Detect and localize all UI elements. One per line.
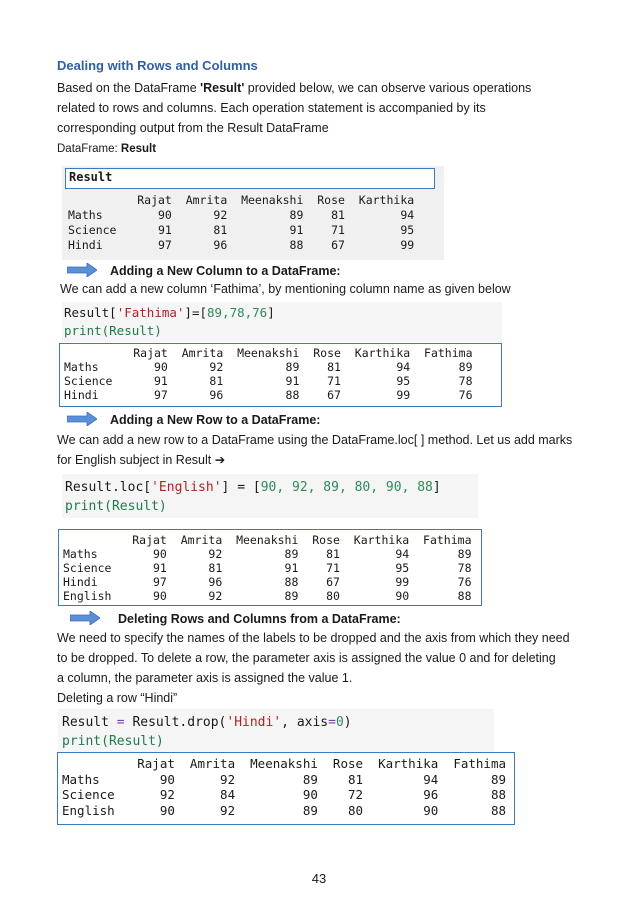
code-text: ] <box>267 305 275 320</box>
add-row-desc <box>57 430 580 470</box>
code-operator: = <box>116 715 125 730</box>
add-column-code <box>62 302 502 342</box>
code-numbers: 90, 92, 89, 80, 90, 88 <box>260 480 433 495</box>
code-text: ] <box>432 480 441 495</box>
delete-desc-line4: Deleting a row “Hindi” <box>57 691 178 705</box>
delete-title: Deleting Rows and Columns from a DataFrame: <box>118 612 401 626</box>
intro-result-name: 'Result' <box>200 81 245 95</box>
intro-line1-a: Based on the DataFrame <box>57 81 201 95</box>
add-row-output-text: Rajat Amrita Meenakshi Rose Karthika Fathima Maths 90 92 89 81 94 89 Science 91 81 91 71 95 78 Hindi 97 96 88 67 99 76 English 90 92 89 80 90 88 <box>63 533 472 603</box>
add-row-desc-line2: for English subject in Result ➔ <box>57 453 226 467</box>
code-text: Result.loc[ <box>65 480 152 495</box>
table1-data: Rajat Amrita Meenakshi Rose Karthika Maths 90 92 89 81 94 Science 91 81 91 71 95 Hindi 97 96 88 67 99 <box>68 193 415 252</box>
code-print: print(Result) <box>65 499 167 514</box>
code-text: Result <box>62 715 117 730</box>
add-row-title: Adding a New Row to a DataFrame: <box>110 413 321 427</box>
code-number: 0 <box>335 715 344 730</box>
code-text: ]=[ <box>184 305 207 320</box>
add-row-code <box>62 474 478 518</box>
arrow-icon <box>70 611 100 625</box>
delete-desc <box>57 628 580 708</box>
add-column-output <box>59 343 502 407</box>
intro-paragraph <box>57 78 580 138</box>
code-string: 'English' <box>151 480 222 495</box>
dataframe-label-prefix: DataFrame: <box>57 143 121 155</box>
table1-block <box>62 166 444 260</box>
intro-line1-c: provided below, we can observe various operations <box>244 81 532 95</box>
add-row-desc-line1: We can add a new row to a DataFrame using the DataFrame.loc[ ] method. Let us add marks <box>57 433 573 447</box>
delete-code <box>58 709 494 753</box>
table1-title: Result <box>69 170 113 184</box>
code-string: 'Hindi' <box>226 715 282 730</box>
add-column-output-text: Rajat Amrita Meenakshi Rose Karthika Fathima Maths 90 92 89 81 94 89 Science 91 81 91 71 95 78 Hindi 97 96 88 67 99 76 <box>64 346 473 402</box>
add-row-output <box>58 529 482 606</box>
intro-line2: related to rows and columns. Each operation statement is accompanied by its <box>57 101 486 115</box>
delete-desc-line3: a column, the parameter axis is assigned the value 1. <box>57 671 353 685</box>
section-heading: Dealing with Rows and Columns <box>57 58 258 73</box>
arrow-icon <box>67 263 97 277</box>
delete-output-text: Rajat Amrita Meenakshi Rose Karthika Fathima Maths 90 92 89 81 94 89 Science 92 84 90 72 96 88 English 90 92 89 80 90 88 <box>62 756 507 818</box>
code-text: ) <box>343 715 352 730</box>
page-number: 43 <box>311 871 327 886</box>
delete-desc-line1: We need to specify the names of the labels to be dropped and the axis from which they need <box>57 631 570 645</box>
add-column-title: Adding a New Column to a DataFrame: <box>110 264 341 278</box>
code-text: Result.drop( <box>124 715 227 730</box>
code-text: , axis <box>281 715 329 730</box>
code-operator: = <box>328 715 336 730</box>
code-print: print(Result) <box>64 323 162 338</box>
dataframe-label-name: Result <box>120 143 157 155</box>
code-string: 'Fathima' <box>116 305 185 320</box>
add-column-desc: We can add a new column ‘Fathima’, by mentioning column name as given below <box>60 282 511 296</box>
code-print: print(Result) <box>62 734 164 749</box>
code-text: ] = [ <box>221 480 261 495</box>
delete-desc-line2: to be dropped. To delete a row, the parameter axis is assigned the value 0 and for deleting <box>57 651 556 665</box>
table1-title-box <box>65 168 435 189</box>
arrow-icon <box>67 412 97 426</box>
code-text: Result[ <box>64 305 117 320</box>
delete-output <box>57 752 515 825</box>
intro-line3: corresponding output from the Result DataFrame <box>57 121 329 135</box>
dataframe-label <box>57 143 156 155</box>
code-numbers: 89,78,76 <box>207 305 268 320</box>
